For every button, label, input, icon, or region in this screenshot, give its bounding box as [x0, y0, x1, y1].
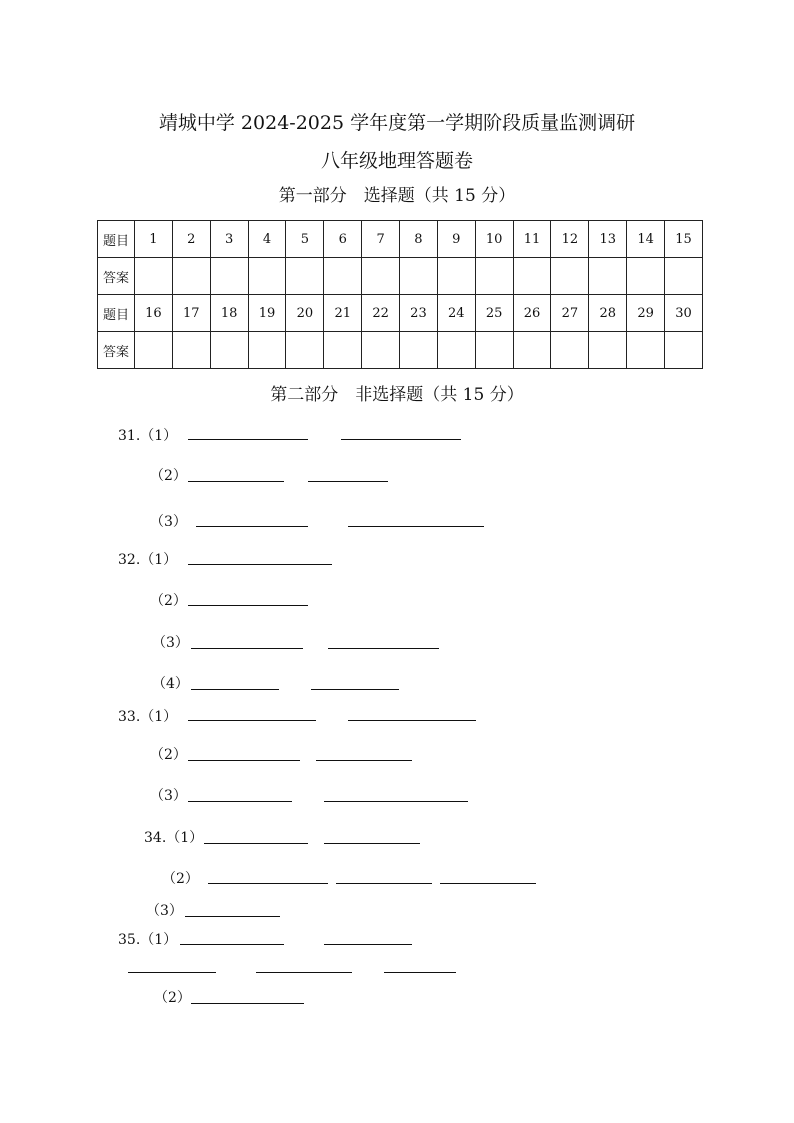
question-number: 4: [248, 221, 286, 258]
answer-cell[interactable]: [248, 332, 286, 369]
question-number: 14: [627, 221, 665, 258]
answer-cell[interactable]: [475, 258, 513, 295]
answer-cell[interactable]: [210, 258, 248, 295]
answer-cell[interactable]: [475, 332, 513, 369]
answer-blank[interactable]: [180, 944, 284, 945]
question-number: 28: [589, 295, 627, 332]
answer-cell[interactable]: [437, 258, 475, 295]
answer-blank[interactable]: [188, 605, 308, 606]
answer-cell[interactable]: [172, 332, 210, 369]
answer-blank[interactable]: [191, 1003, 304, 1004]
question-number: 16: [135, 295, 173, 332]
q33-part2-label: （2）: [150, 747, 187, 763]
q32-part1-label: 32.（1）: [118, 552, 178, 568]
answer-cell[interactable]: [248, 258, 286, 295]
answer-blank[interactable]: [324, 843, 420, 844]
answer-cell[interactable]: [362, 258, 400, 295]
question-number: 11: [513, 221, 551, 258]
answer-blank[interactable]: [316, 760, 412, 761]
answer-blank[interactable]: [188, 801, 292, 802]
q32-part2-label: （2）: [150, 593, 187, 609]
answer-cell[interactable]: [286, 258, 324, 295]
answer-blank[interactable]: [128, 972, 216, 973]
answer-blank[interactable]: [324, 944, 412, 945]
question-number: 10: [475, 221, 513, 258]
q34-part3-label: （3）: [146, 903, 183, 919]
q32-part4-label: （4）: [152, 676, 189, 692]
answer-blank[interactable]: [440, 883, 536, 884]
question-number: 9: [437, 221, 475, 258]
q35-part1-label: 35.（1）: [118, 932, 178, 948]
answer-cell[interactable]: [551, 332, 589, 369]
answer-blank[interactable]: [348, 526, 484, 527]
question-number: 18: [210, 295, 248, 332]
question-number: 29: [627, 295, 665, 332]
row-label-answer: 答案: [98, 258, 135, 295]
question-number: 12: [551, 221, 589, 258]
part2-heading: 第二部分 非选择题（共 15 分）: [270, 385, 524, 405]
question-number: 27: [551, 295, 589, 332]
question-number: 22: [362, 295, 400, 332]
q31-part1-label: 31.（1）: [118, 428, 178, 444]
question-number: 30: [665, 295, 703, 332]
question-number: 13: [589, 221, 627, 258]
answer-blank[interactable]: [188, 439, 308, 440]
q33-part3-label: （3）: [150, 788, 187, 804]
answer-cell[interactable]: [665, 258, 703, 295]
answer-blank[interactable]: [188, 481, 284, 482]
question-number: 23: [400, 295, 438, 332]
answer-cell[interactable]: [362, 332, 400, 369]
answer-cell[interactable]: [665, 332, 703, 369]
question-number: 8: [400, 221, 438, 258]
answer-blank[interactable]: [188, 564, 332, 565]
question-number: 15: [665, 221, 703, 258]
answer-row-2: [98, 332, 703, 369]
part1-heading: 第一部分 选择题（共 15 分）: [278, 186, 516, 206]
answer-cell[interactable]: [437, 332, 475, 369]
answer-cell[interactable]: [400, 332, 438, 369]
answer-cell[interactable]: [400, 258, 438, 295]
question-number: 5: [286, 221, 324, 258]
question-number: 1: [135, 221, 173, 258]
row-label-question: 题目: [98, 295, 135, 332]
answer-blank[interactable]: [328, 648, 439, 649]
answer-row-1: [98, 258, 703, 295]
answer-blank[interactable]: [256, 972, 352, 973]
question-number: 17: [172, 295, 210, 332]
question-number: 2: [172, 221, 210, 258]
answer-blank[interactable]: [191, 648, 303, 649]
answer-blank[interactable]: [384, 972, 456, 973]
row-label-question: 题目: [98, 221, 135, 258]
q31-part2-label: （2）: [150, 468, 187, 484]
exam-title: 靖城中学 2024-2025 学年度第一学期阶段质量监测调研: [158, 112, 636, 134]
answer-cell[interactable]: [627, 332, 665, 369]
q31-part3-label: （3）: [150, 514, 187, 530]
answer-cell[interactable]: [324, 332, 362, 369]
answer-cell[interactable]: [513, 258, 551, 295]
answer-cell[interactable]: [551, 258, 589, 295]
answer-cell[interactable]: [627, 258, 665, 295]
question-number: 6: [324, 221, 362, 258]
answer-blank[interactable]: [208, 883, 328, 884]
answer-blank[interactable]: [188, 720, 316, 721]
answer-cell[interactable]: [210, 332, 248, 369]
question-number: 3: [210, 221, 248, 258]
answer-cell[interactable]: [324, 258, 362, 295]
answer-blank[interactable]: [324, 801, 468, 802]
answer-cell[interactable]: [286, 332, 324, 369]
answer-blank[interactable]: [311, 689, 399, 690]
q34-part1-label: 34.（1）: [144, 830, 204, 846]
answer-blank[interactable]: [196, 526, 308, 527]
question-number: 20: [286, 295, 324, 332]
answer-blank[interactable]: [348, 720, 476, 721]
exam-subtitle: 八年级地理答题卷: [320, 150, 473, 172]
answer-blank[interactable]: [191, 689, 279, 690]
answer-cell[interactable]: [135, 258, 173, 295]
q33-part1-label: 33.（1）: [118, 709, 178, 725]
answer-blank[interactable]: [336, 883, 432, 884]
answer-blank[interactable]: [188, 760, 300, 761]
row-label-answer: 答案: [98, 332, 135, 369]
question-number: 7: [362, 221, 400, 258]
question-number: 26: [513, 295, 551, 332]
answer-blank[interactable]: [204, 843, 308, 844]
question-number: 19: [248, 295, 286, 332]
answer-grid: [97, 220, 703, 369]
answer-cell[interactable]: [589, 258, 627, 295]
q35-part2-label: （2）: [154, 990, 191, 1006]
question-number: 24: [437, 295, 475, 332]
question-number: 25: [475, 295, 513, 332]
answer-blank[interactable]: [341, 439, 461, 440]
answer-cell[interactable]: [135, 332, 173, 369]
answer-cell[interactable]: [589, 332, 627, 369]
answer-blank[interactable]: [185, 916, 280, 917]
answer-blank[interactable]: [308, 481, 388, 482]
q32-part3-label: （3）: [152, 635, 189, 651]
question-number: 21: [324, 295, 362, 332]
answer-cell[interactable]: [513, 332, 551, 369]
question-row-1: [98, 221, 703, 258]
q34-part2-label: （2）: [162, 871, 199, 887]
question-row-2: [98, 295, 703, 332]
answer-cell[interactable]: [172, 258, 210, 295]
